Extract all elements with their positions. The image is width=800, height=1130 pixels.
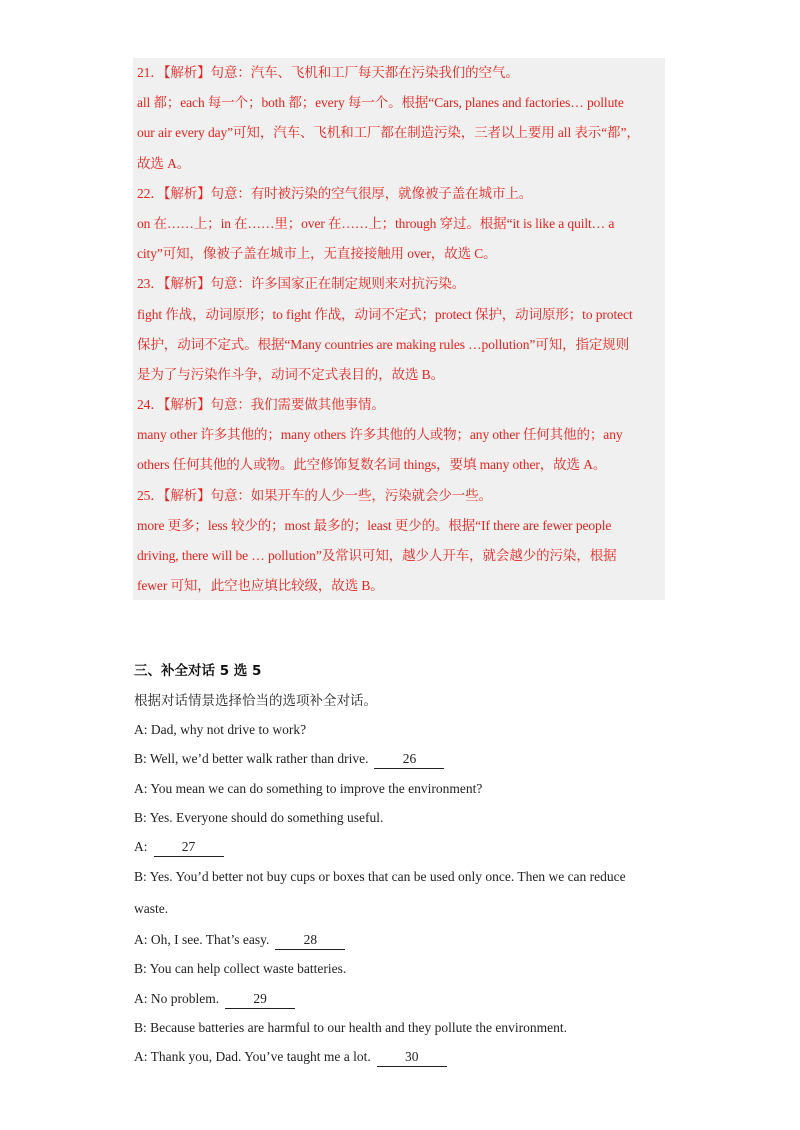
dialog-line xyxy=(134,832,674,861)
dialog-line xyxy=(134,954,674,983)
dialog-line xyxy=(134,744,674,773)
answer-line: all 都；each 每一个；both 都；every 每一个。根据“Cars, planes and factories… pollute xyxy=(137,95,624,111)
dialog-text: B: Yes. You’d better not buy cups or boxes that can be used only once. Then we can reduce xyxy=(134,869,626,885)
dialog-line xyxy=(134,861,674,893)
dialog-line xyxy=(134,715,674,744)
answer-line: 保护，动词不定式。根据“Many countries are making rules …pollution”可知，指定规则 xyxy=(137,336,630,352)
blank-30[interactable]: 30 xyxy=(377,1049,447,1067)
answer-line: 是为了与污染作斗争，动词不定式表目的，故选 B。 xyxy=(137,366,444,382)
section-instruction: 根据对话情景选择恰当的选项补全对话。 xyxy=(134,693,377,708)
dialog-text: B: You can help collect waste batteries. xyxy=(134,961,347,977)
answer-line: 25．【解析】句意：如果开车的人少一些，污染就会少一些。 xyxy=(137,487,492,503)
blank-26[interactable]: 26 xyxy=(374,751,444,769)
dialog-section xyxy=(134,656,674,1071)
dialog-line xyxy=(134,803,674,832)
dialog-text: A: Thank you, Dad. You’ve taught me a lot. xyxy=(134,1048,371,1064)
answer-line: 23．【解析】句意：许多国家正在制定规则来对抗污染。 xyxy=(137,276,466,292)
answer-line: others 任何其他的人或物。此空修饰复数名词 things，要填 many other，故选 A。 xyxy=(137,457,607,473)
dialog-text: A: You mean we can do something to improve the environment? xyxy=(134,780,483,796)
dialog-text: B: Well, we’d better walk rather than drive. xyxy=(134,751,369,767)
answer-line: 21．【解析】句意：汽车、飞机和工厂每天都在污染我们的空气。 xyxy=(137,65,519,80)
dialog-text: A: Dad, why not drive to work? xyxy=(134,722,307,738)
dialog-text: waste. xyxy=(134,901,169,917)
blank-27[interactable]: 27 xyxy=(154,839,224,857)
section-title: 三、补全对话 5 选 5 xyxy=(134,663,262,679)
answer-line: fight 作战，动词原形；to fight 作战，动词不定式；protect 保护，动词原形；to protect xyxy=(137,306,633,322)
answer-line: 22．【解析】句意：有时被污染的空气很厚，就像被子盖在城市上。 xyxy=(137,185,533,201)
dialog-text: B: Because batteries are harmful to our health and they pollute the environment. xyxy=(134,1019,567,1035)
answer-line: our air every day”可知，汽车、飞机和工厂都在制造污染，三者以上要用 all 表示“都”， xyxy=(137,125,640,141)
answer-line: more 更多；less 较少的；most 最多的；least 更少的。根据“If there are fewer people xyxy=(137,517,612,533)
blank-28[interactable]: 28 xyxy=(275,932,345,950)
dialog-line xyxy=(134,984,674,1013)
answer-line: city”可知，像被子盖在城市上，无直接接触用 over，故选 C。 xyxy=(137,246,497,262)
dialog-line xyxy=(134,774,674,803)
answer-line: driving, there will be … pollution”及常识可知，越少人开车，就会越少的污染，根据 xyxy=(137,548,617,563)
answer-line: many other 许多其他的；many others 许多其他的人或物；any other 任何其他的；any xyxy=(137,427,623,443)
answer-line: on 在……上；in 在……里；over 在……上；through 穿过。根据“it is like a quilt… a xyxy=(137,215,615,231)
blank-29[interactable]: 29 xyxy=(225,991,295,1009)
dialog-line xyxy=(134,893,674,925)
dialog-text: A: Oh, I see. That’s easy. xyxy=(134,932,270,948)
dialog-text: A: No problem. xyxy=(134,990,220,1006)
answer-line: fewer 可知，此空也应填比较级，故选 B。 xyxy=(137,578,384,594)
answer-line: 故选 A。 xyxy=(137,155,191,171)
dialog-line xyxy=(134,1013,674,1042)
dialog-text: B: Yes. Everyone should do something useful. xyxy=(134,809,384,825)
dialog-text: A: xyxy=(134,838,148,854)
answer-explanations-box xyxy=(133,58,665,600)
answer-line: 24．【解析】句意：我们需要做其他事情。 xyxy=(137,397,385,413)
dialog-line xyxy=(134,925,674,954)
dialog-line xyxy=(134,1042,674,1071)
